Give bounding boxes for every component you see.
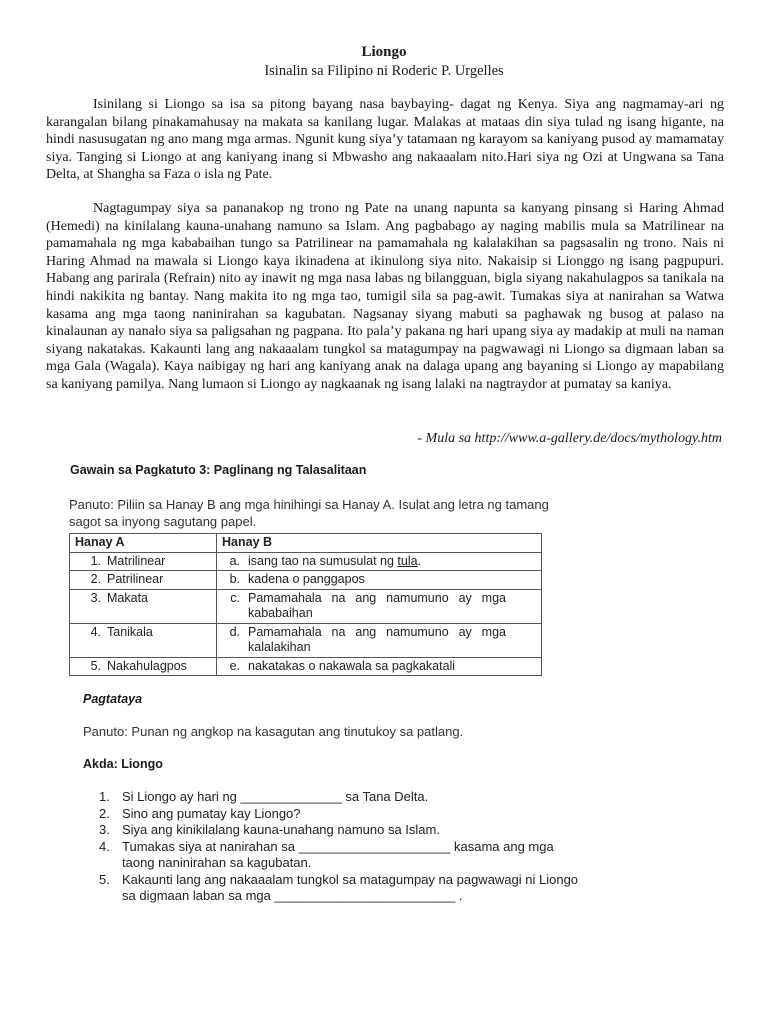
question-item bbox=[83, 806, 583, 823]
term-label: Patrilinear bbox=[107, 572, 164, 586]
term-label: Nakahulagpos bbox=[107, 658, 187, 673]
table-row bbox=[70, 589, 542, 623]
table-header-row bbox=[70, 534, 542, 553]
term-label: Tanikala bbox=[107, 624, 153, 639]
column-header-a: Hanay A bbox=[70, 534, 217, 553]
activity-heading: Gawain sa Pagkatuto 3: Paglinang ng Talasalitaan bbox=[70, 463, 367, 477]
term-number: 1. bbox=[90, 553, 101, 568]
term-cell bbox=[70, 571, 217, 590]
definition-letter: a. bbox=[229, 553, 240, 568]
question-text: Tumakas siya at nanirahan sa _____________________ kasama ang mga taong naninirahan sa kagubatan. bbox=[122, 838, 554, 870]
definition-cell bbox=[217, 552, 542, 571]
akda-label: Akda: Liongo bbox=[83, 757, 163, 771]
definition-text: Pamamahala na ang namumuno ay mga kalalakihan bbox=[248, 624, 506, 654]
term-number: 5. bbox=[90, 658, 101, 673]
question-number: 1. bbox=[99, 789, 110, 804]
term-cell bbox=[70, 623, 217, 657]
question-text: Siya ang kinikilalang kauna-unahang namuno sa Islam. bbox=[122, 822, 440, 837]
definition-text: nakatakas o nakawala sa pagkakatali bbox=[248, 658, 456, 673]
definition-cell bbox=[217, 571, 542, 590]
question-text: Si Liongo ay hari ng ______________ sa Tana Delta. bbox=[122, 789, 429, 804]
definition-letter: b. bbox=[229, 572, 240, 586]
definition-text-end: . bbox=[417, 553, 422, 568]
term-number: 4. bbox=[90, 624, 101, 639]
assessment-heading: Pagtataya bbox=[83, 692, 143, 706]
activity-instructions: Panuto: Piliin sa Hanay B ang mga hinihingi sa Hanay A. Isulat ang letra ng tamang sagot sa inyong sagutang papel. bbox=[69, 497, 549, 529]
term-cell bbox=[70, 589, 217, 623]
definition-text: kadena o panggapos bbox=[248, 572, 365, 586]
table-row bbox=[70, 657, 542, 676]
assessment-instructions: Panuto: Punan ng angkop na kasagutan ang tinutukoy sa patlang. bbox=[83, 724, 464, 739]
table-row bbox=[70, 552, 542, 571]
question-item bbox=[83, 789, 583, 806]
question-item bbox=[83, 822, 583, 839]
definition-text-start: isang tao na sumusulat ng bbox=[248, 553, 398, 568]
table-row bbox=[70, 623, 542, 657]
term-label: Makata bbox=[107, 590, 148, 605]
definition-letter: c. bbox=[230, 590, 240, 605]
story-paragraph-2: Nagtagumpay siya sa pananakop ng trono ng Pate na unang napunta sa kanyang pinsang si Haring Ahmad (Hemedi) na kinilalang kauna-unahang namuno sa Islam. Ang pagbabago ay naging mabilis mula sa Matrilinear na pamamahala ng mga kababaihan tungo sa Patrilinear na pamamahala ng kalalakihan sa pagsasalin ng trono. Nais ni Haring Ahmad na mawala si Liongo kaya ikinadena at ikinulong siya nito. Nakaisip si Lionggo ng isang pagpupuri. Habang ang parirala (Refrain) nito ay inawit ng mga nasa labas ng bilangguan, bigla siyang nakahulagpos sa tanikala na hindi nakikita ng bantay. Nang makita ito ng mga tao, tumigil sila sa pag-awit. Tumakas siya at nanirahan sa Watwa kasama ang mga taong naninirahan sa kagubatan. Nagsanay siyang mabuti sa paghawak ng busog at palaso na kinalaunan ay nanalo siya sa paligsahan ng pagpana. Ito pala’y pakana ng hari upang siya ay madakip at muli na naman siyang nakatakas. Kakaunti lang ang nakaaalam tungkol sa matagumpay na pagwawagi ni Liongo sa digmaan laban sa mga Gala (Wagala). Kaya naibigay ng hari ang kaniyang anak na dalaga upang ang bayaning si Liongo ay mapabilang sa kaniyang pamilya. Nang lumaon si Liongo ay nagkaanak ng isang lalaki na nagtraydor at pumatay sa kaniya. bbox=[46, 201, 724, 392]
definition-letter: e. bbox=[229, 658, 240, 673]
matching-table bbox=[69, 533, 542, 676]
question-list bbox=[83, 789, 583, 905]
question-text: Sino ang pumatay kay Liongo? bbox=[122, 805, 301, 821]
question-number: 5. bbox=[99, 871, 110, 887]
question-item bbox=[83, 839, 583, 872]
definition-cell bbox=[217, 589, 542, 623]
document-title: Liongo bbox=[361, 44, 407, 60]
definition-text: Pamamahala na ang namumuno ay mga kababaihan bbox=[248, 590, 506, 620]
term-cell bbox=[70, 657, 217, 676]
definition-text bbox=[248, 554, 421, 568]
question-text: Kakaunti lang ang nakaaalam tungkol sa matagumpay na pagwawagi ni Liongo sa digmaan laban sa mga _________________________ . bbox=[122, 871, 579, 903]
term-number: 3. bbox=[90, 590, 101, 605]
column-header-b: Hanay B bbox=[217, 534, 542, 553]
term-label: Matrilinear bbox=[107, 553, 166, 568]
source-citation: - Mula sa http://www.a-gallery.de/docs/mythology.htm bbox=[417, 431, 722, 446]
question-item bbox=[83, 872, 583, 905]
definition-cell bbox=[217, 657, 542, 676]
question-number: 4. bbox=[99, 838, 110, 854]
question-number: 2. bbox=[99, 805, 110, 821]
definition-letter: d. bbox=[229, 624, 240, 639]
term-number: 2. bbox=[90, 572, 101, 586]
table-row bbox=[70, 571, 542, 590]
definition-cell bbox=[217, 623, 542, 657]
document-subtitle: Isinalin sa Filipino ni Roderic P. Urgelles bbox=[264, 63, 504, 79]
question-number: 3. bbox=[99, 822, 110, 837]
story-paragraph-1: Isinilang si Liongo sa isa sa pitong bayang nasa baybaying- dagat ng Kenya. Siya ang nagmamay-ari ng karangalan bilang pinakamahusay na makata sa kanilang lugar. Malakas at mataas din siya tulad ng isang higante, na hindi nasusugatan ng ano mang mga armas. Ngunit kung siya’y tatamaan ng karayom sa kaniyang pusod ay mamamatay siya. Tanging si Liongo at ang kaniyang inang si Mbwasho ang nakaaalam nito.Hari siya ng Ozi at Ungwana sa Tana Delta, at Shangha sa Faza o isla ng Pate. bbox=[46, 97, 724, 183]
term-cell bbox=[70, 552, 217, 571]
definition-underlined-word: tula bbox=[397, 553, 418, 568]
